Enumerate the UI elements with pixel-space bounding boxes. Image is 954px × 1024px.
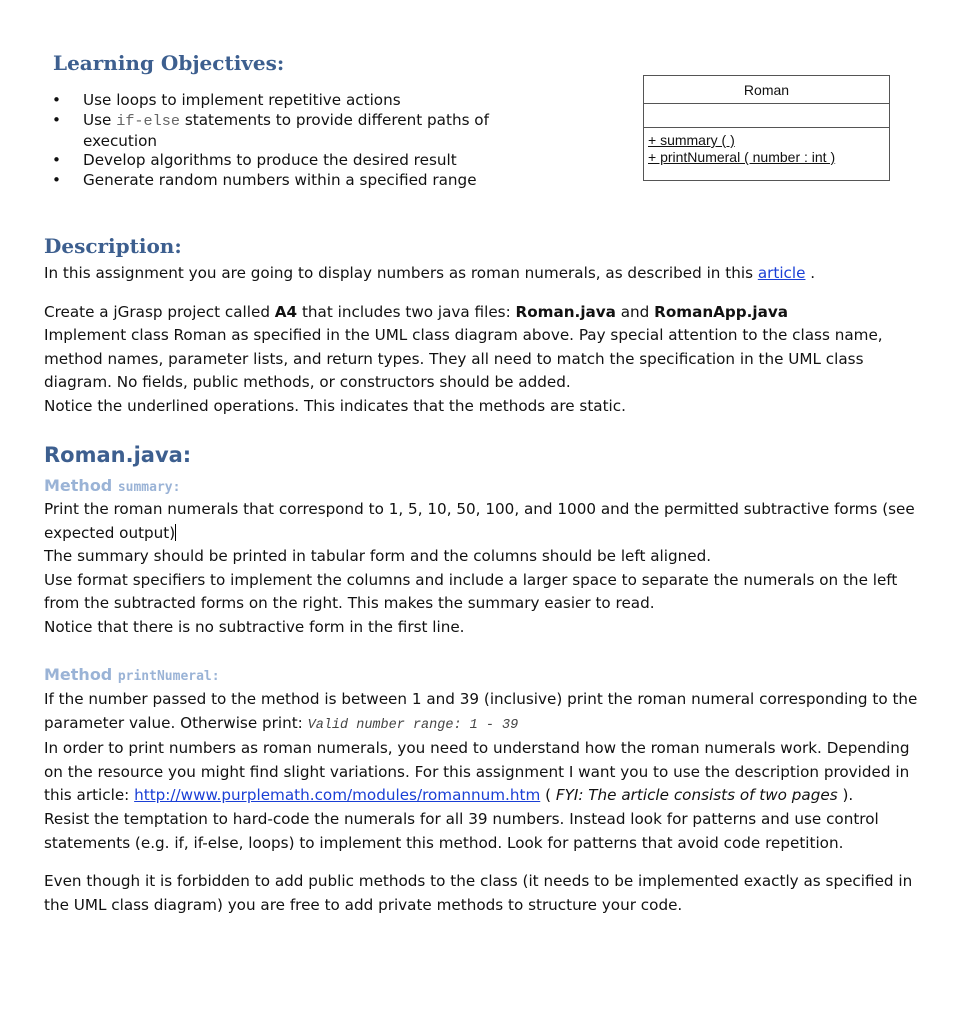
text: Method: [44, 476, 118, 495]
text: In this assignment you are going to display numbers as roman numerals, as described in this: [44, 264, 758, 282]
uml-operations: [644, 128, 889, 166]
error-message-code: Valid number range: 1 - 39: [307, 717, 519, 733]
objective-code: if-else: [116, 111, 181, 130]
range-rule: [44, 688, 924, 737]
printnumeral-body: [44, 688, 924, 917]
objective-item: [46, 111, 516, 152]
text: Method: [44, 665, 118, 684]
private-methods-note: Even though it is forbidden to add public methods to the class (it needs to be implemented exactly as specified in the UML class diagram) you are free to add private methods to structure your code.: [44, 872, 913, 914]
hardcode-warning: Resist the temptation to hard-code the numerals for all 39 numbers. Instead look for patterns and use control statements (e.g. if, if-else, loops) to implement this method. Look for patterns that avoid code repetition.: [44, 809, 879, 852]
roman-java-heading: Roman.java:: [44, 443, 192, 467]
uml-class-name: Roman: [644, 76, 889, 104]
objective-item: • Generate random numbers within a specified range: [46, 171, 516, 191]
text: ).: [837, 786, 854, 805]
fyi-note: FYI: The article consists of two pages: [555, 786, 838, 805]
text: (: [540, 786, 556, 805]
summary-line: Notice that there is no subtractive form in the first line.: [44, 617, 465, 636]
method-printnumeral-heading: [44, 663, 220, 689]
project-name: A4: [274, 302, 298, 321]
text: Print the roman numerals that correspond to 1, 5, 10, 50, 100, and 1000 and the permitted subtractive forms (see expected output): [44, 500, 915, 542]
purplemath-link[interactable]: http://www.purplemath.com/modules/romannum.htm: [134, 786, 541, 805]
summary-body: [44, 498, 924, 640]
summary-line: [44, 498, 924, 545]
learning-objectives-heading: Learning Objectives:: [53, 51, 285, 75]
project-instructions: [44, 301, 924, 325]
uml-instructions: Implement class Roman as specified in the UML class diagram above. Pay special attention to the class name, method names, parameter lists, and return types. They all need to match the specification in the UML class diagram. No fields, public methods, or constructors should be added.: [44, 326, 883, 392]
uml-attributes: [644, 104, 889, 128]
objective-item: • Develop algorithms to produce the desired result: [46, 151, 516, 171]
uml-operation-summary: + summary ( ): [648, 132, 735, 148]
file-name: Roman.java: [515, 302, 616, 321]
objective-text: statements to provide different paths of execution: [83, 110, 489, 150]
objective-text: Use: [83, 110, 117, 129]
objective-item: • Use loops to implement repetitive actions: [46, 91, 516, 111]
file-name: RomanApp.java: [654, 302, 789, 321]
text: and: [615, 302, 655, 321]
uml-operation-printnumeral: + printNumeral ( number : int ): [648, 149, 836, 165]
article-link[interactable]: article: [757, 264, 806, 282]
static-note: Notice the underlined operations. This indicates that the methods are static.: [44, 396, 626, 415]
objectives-list: [46, 91, 516, 191]
resource-note: [44, 737, 924, 808]
text: that includes two java files:: [297, 302, 516, 321]
text: In order to print numbers as roman numerals, you need to understand how the roman numerals work. Depending on the resource you might find slight variations. For this assignment I want you to use the description provided in this article:: [44, 739, 910, 805]
summary-line: The summary should be printed in tabular form and the columns should be left aligned.: [44, 547, 712, 566]
description-body: [44, 262, 924, 419]
method-name: printNumeral:: [117, 669, 220, 684]
text: Create a jGrasp project called: [44, 302, 275, 321]
method-name: summary:: [117, 480, 181, 495]
summary-line: Use format specifiers to implement the columns and include a larger space to separate the numerals on the left from the subtracted forms on the right. This makes the summary easier to read.: [44, 570, 898, 613]
description-heading: Description:: [44, 234, 182, 258]
method-summary-heading: [44, 474, 180, 500]
text: If the number passed to the method is between 1 and 39 (inclusive) print the roman numeral corresponding to the parameter value. Otherwise print:: [44, 690, 918, 732]
text-cursor: [175, 524, 176, 541]
text: .: [805, 264, 816, 282]
uml-class-diagram: [643, 75, 890, 181]
description-intro: [44, 262, 924, 286]
